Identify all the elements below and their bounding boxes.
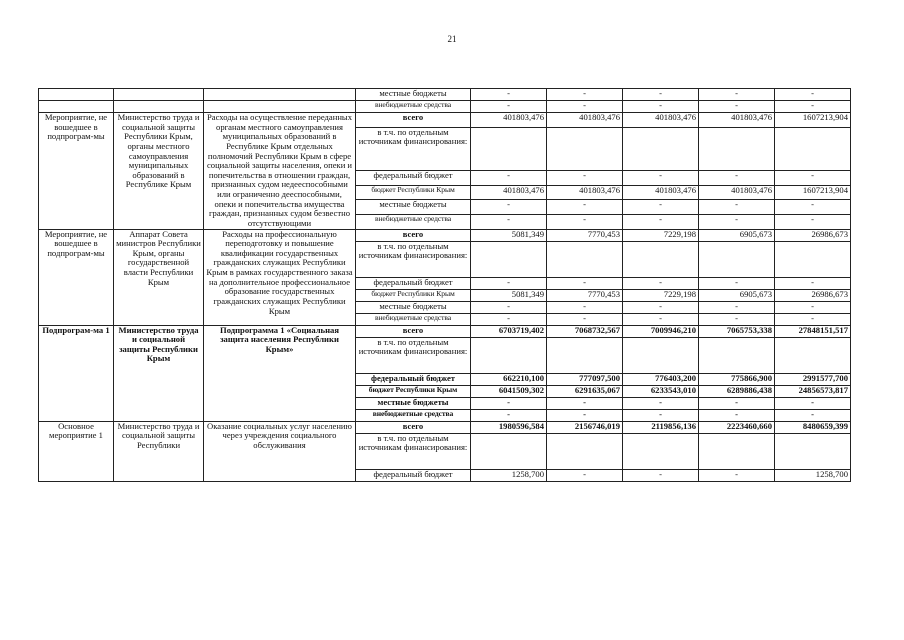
amount-cell-5 xyxy=(775,337,851,373)
amount-cell-3: - xyxy=(623,409,699,421)
funding-source-label: федеральный бюджет xyxy=(356,171,471,186)
funding-source-label: местные бюджеты xyxy=(356,397,471,409)
amount-cell-1: 5081,349 xyxy=(471,229,547,241)
amount-cell-2: - xyxy=(547,89,623,101)
amount-cell-4 xyxy=(699,337,775,373)
amount-cell-2: 7770,453 xyxy=(547,229,623,241)
amount-cell-5: 27848151,517 xyxy=(775,325,851,337)
amount-cell-2 xyxy=(547,241,623,277)
amount-cell-4: 6905,673 xyxy=(699,289,775,301)
amount-cell-5: 2991577,700 xyxy=(775,373,851,385)
amount-cell-2 xyxy=(547,127,623,171)
table-row xyxy=(39,89,851,101)
amount-cell-5: - xyxy=(775,89,851,101)
funding-source-label: федеральный бюджет xyxy=(356,469,471,481)
amount-cell-2: 6291635,067 xyxy=(547,385,623,397)
amount-cell-3 xyxy=(623,127,699,171)
amount-cell-3: 7229,198 xyxy=(623,289,699,301)
amount-cell-2: - xyxy=(547,101,623,113)
amount-cell-1: 401803,476 xyxy=(471,185,547,200)
amount-cell-4: 2223460,660 xyxy=(699,421,775,433)
amount-cell-4: - xyxy=(699,200,775,215)
amount-cell-2: - xyxy=(547,397,623,409)
block-head-row xyxy=(39,421,851,433)
amount-cell-4 xyxy=(699,241,775,277)
funding-source-label: в т.ч. по отдельным источникам финансирования: xyxy=(356,241,471,277)
table-row xyxy=(39,101,851,113)
description-cell: Расходы на осуществление переданных органам местного самоуправления муниципальных образований в Республике Крым отдельных полномочий Республики Крым в сфере социальной защиты населения, опеки и попечительства в отношении граждан, признанных судом недееспособными или ограниченно дееспособными, опеки и попечительства имущества граждан, признанных судом безвестно отсутствующими xyxy=(204,113,356,230)
amount-cell-2: - xyxy=(547,171,623,186)
amount-cell-4: - xyxy=(699,171,775,186)
funding-source-label: в т.ч. по отдельным источникам финансирования: xyxy=(356,127,471,171)
amount-cell-2: 2156746,019 xyxy=(547,421,623,433)
event-name-cell: Мероприятие, не вошедшее в подпрограм-мы xyxy=(39,229,114,325)
amount-cell-5: 26986,673 xyxy=(775,289,851,301)
amount-cell-1: 6703719,402 xyxy=(471,325,547,337)
event-name-cell: Мероприятие, не вошедшее в подпрограм-мы xyxy=(39,113,114,230)
block-head-row xyxy=(39,229,851,241)
amount-cell-2: 401803,476 xyxy=(547,113,623,128)
amount-cell-2: - xyxy=(547,469,623,481)
amount-cell-2 xyxy=(547,337,623,373)
amount-cell-2: - xyxy=(547,277,623,289)
amount-cell-5 xyxy=(775,127,851,171)
amount-cell-3 xyxy=(623,433,699,469)
amount-cell-1: - xyxy=(471,277,547,289)
amount-cell-3: - xyxy=(623,301,699,313)
amount-cell-2: - xyxy=(547,313,623,325)
amount-cell-2: 7068732,567 xyxy=(547,325,623,337)
block-head-row xyxy=(39,113,851,128)
executor-cell: Министерство труда и социальной защиты Республики xyxy=(114,421,204,481)
amount-cell-4: 401803,476 xyxy=(699,113,775,128)
amount-cell-3: - xyxy=(623,397,699,409)
amount-cell-2: 7770,453 xyxy=(547,289,623,301)
amount-cell-5: 1607213,904 xyxy=(775,113,851,128)
amount-cell-5: 26986,673 xyxy=(775,229,851,241)
amount-cell-3: - xyxy=(623,89,699,101)
amount-cell-4: - xyxy=(699,89,775,101)
amount-cell-4: 401803,476 xyxy=(699,185,775,200)
block-head-row xyxy=(39,325,851,337)
amount-cell-1: 5081,349 xyxy=(471,289,547,301)
amount-cell-4 xyxy=(699,127,775,171)
funding-source-label: бюджет Республики Крым xyxy=(356,185,471,200)
amount-cell-3: - xyxy=(623,214,699,229)
amount-cell-5: 24856573,817 xyxy=(775,385,851,397)
funding-source-label: бюджет Республики Крым xyxy=(356,289,471,301)
empty-cell xyxy=(114,89,204,101)
amount-cell-3: - xyxy=(623,101,699,113)
amount-cell-2: 401803,476 xyxy=(547,185,623,200)
amount-cell-5: 1607213,904 xyxy=(775,185,851,200)
funding-source-label: местные бюджеты xyxy=(356,301,471,313)
amount-cell-5 xyxy=(775,433,851,469)
amount-cell-5: - xyxy=(775,171,851,186)
amount-cell-3: 6233543,010 xyxy=(623,385,699,397)
funding-source-label: в т.ч. по отдельным источникам финансирования: xyxy=(356,337,471,373)
amount-cell-1: 401803,476 xyxy=(471,113,547,128)
description-cell: Оказание социальных услуг населению через учреждения социального обслуживания xyxy=(204,421,356,481)
amount-cell-2: - xyxy=(547,409,623,421)
amount-cell-3: 401803,476 xyxy=(623,113,699,128)
amount-cell-1: 662210,100 xyxy=(471,373,547,385)
amount-cell-3: - xyxy=(623,171,699,186)
funding-source-label: бюджет Республики Крым xyxy=(356,385,471,397)
empty-cell xyxy=(204,101,356,113)
amount-cell-4: - xyxy=(699,301,775,313)
funding-source-label: местные бюджеты xyxy=(356,89,471,101)
amount-cell-4: - xyxy=(699,409,775,421)
amount-cell-4: - xyxy=(699,469,775,481)
description-cell: Подпрограмма 1 «Социальная защита населения Республики Крым» xyxy=(204,325,356,421)
amount-cell-5: 1258,700 xyxy=(775,469,851,481)
funding-source-label: местные бюджеты xyxy=(356,200,471,215)
amount-cell-3: 776403,200 xyxy=(623,373,699,385)
amount-cell-3: - xyxy=(623,200,699,215)
amount-cell-5: 8480659,399 xyxy=(775,421,851,433)
amount-cell-1: 1258,700 xyxy=(471,469,547,481)
funding-source-label: всего xyxy=(356,113,471,128)
amount-cell-4: 6289886,438 xyxy=(699,385,775,397)
funding-source-label: всего xyxy=(356,229,471,241)
amount-cell-1: - xyxy=(471,214,547,229)
funding-source-label: всего xyxy=(356,325,471,337)
empty-cell xyxy=(204,89,356,101)
executor-cell: Министерство труда и социальной защиты Республики Крым, органы местного самоуправления муниципальных образований в Республике Крым xyxy=(114,113,204,230)
budget-table xyxy=(38,88,851,482)
amount-cell-2: - xyxy=(547,200,623,215)
amount-cell-4: - xyxy=(699,101,775,113)
funding-source-label: федеральный бюджет xyxy=(356,373,471,385)
amount-cell-3: 7229,198 xyxy=(623,229,699,241)
amount-cell-4: 775866,900 xyxy=(699,373,775,385)
funding-source-label: в т.ч. по отдельным источникам финансирования: xyxy=(356,433,471,469)
funding-source-label: внебюджетные средства xyxy=(356,313,471,325)
amount-cell-2: - xyxy=(547,301,623,313)
funding-source-label: внебюджетные средства xyxy=(356,101,471,113)
amount-cell-2: - xyxy=(547,214,623,229)
amount-cell-5: - xyxy=(775,277,851,289)
amount-cell-1: - xyxy=(471,171,547,186)
funding-source-label: внебюджетные средства xyxy=(356,409,471,421)
amount-cell-5: - xyxy=(775,409,851,421)
amount-cell-5: - xyxy=(775,397,851,409)
event-name-cell: Подпрограм-ма 1 xyxy=(39,325,114,421)
amount-cell-3: - xyxy=(623,277,699,289)
funding-source-label: внебюджетные средства xyxy=(356,214,471,229)
amount-cell-2 xyxy=(547,433,623,469)
amount-cell-1: - xyxy=(471,397,547,409)
description-cell: Расходы на профессиональную переподготовку и повышение квалификации государственных гражданских служащих Республики Крым в рамках государственного заказа на дополнительное профессиональное образование государственных гражданских служащих Республики Крым xyxy=(204,229,356,325)
empty-cell xyxy=(39,89,114,101)
funding-source-label: всего xyxy=(356,421,471,433)
amount-cell-4: 6905,673 xyxy=(699,229,775,241)
amount-cell-5: - xyxy=(775,200,851,215)
empty-cell xyxy=(39,101,114,113)
funding-source-label: федеральный бюджет xyxy=(356,277,471,289)
amount-cell-3: - xyxy=(623,469,699,481)
amount-cell-1: - xyxy=(471,409,547,421)
amount-cell-3: 2119856,136 xyxy=(623,421,699,433)
amount-cell-4: - xyxy=(699,397,775,409)
amount-cell-4: - xyxy=(699,313,775,325)
amount-cell-5 xyxy=(775,241,851,277)
amount-cell-1: - xyxy=(471,200,547,215)
amount-cell-1: - xyxy=(471,301,547,313)
amount-cell-4 xyxy=(699,433,775,469)
page-number: 21 xyxy=(447,34,457,44)
amount-cell-5: - xyxy=(775,301,851,313)
amount-cell-5: - xyxy=(775,313,851,325)
amount-cell-3: 7009946,210 xyxy=(623,325,699,337)
executor-cell: Аппарат Совета министров Республики Крым, органы государственной власти Республики Крым xyxy=(114,229,204,325)
amount-cell-1 xyxy=(471,241,547,277)
amount-cell-1: - xyxy=(471,313,547,325)
amount-cell-1: - xyxy=(471,89,547,101)
amount-cell-1: - xyxy=(471,101,547,113)
empty-cell xyxy=(114,101,204,113)
amount-cell-1 xyxy=(471,337,547,373)
amount-cell-5: - xyxy=(775,101,851,113)
executor-cell: Министерство труда и социальной защиты Республики Крым xyxy=(114,325,204,421)
amount-cell-3 xyxy=(623,241,699,277)
amount-cell-3: - xyxy=(623,313,699,325)
amount-cell-2: 777097,500 xyxy=(547,373,623,385)
amount-cell-1 xyxy=(471,127,547,171)
amount-cell-4: - xyxy=(699,277,775,289)
event-name-cell: Основное мероприятие 1 xyxy=(39,421,114,481)
amount-cell-3 xyxy=(623,337,699,373)
amount-cell-5: - xyxy=(775,214,851,229)
amount-cell-4: - xyxy=(699,214,775,229)
amount-cell-4: 7065753,338 xyxy=(699,325,775,337)
amount-cell-1 xyxy=(471,433,547,469)
amount-cell-1: 1980596,584 xyxy=(471,421,547,433)
amount-cell-3: 401803,476 xyxy=(623,185,699,200)
amount-cell-1: 6041509,302 xyxy=(471,385,547,397)
